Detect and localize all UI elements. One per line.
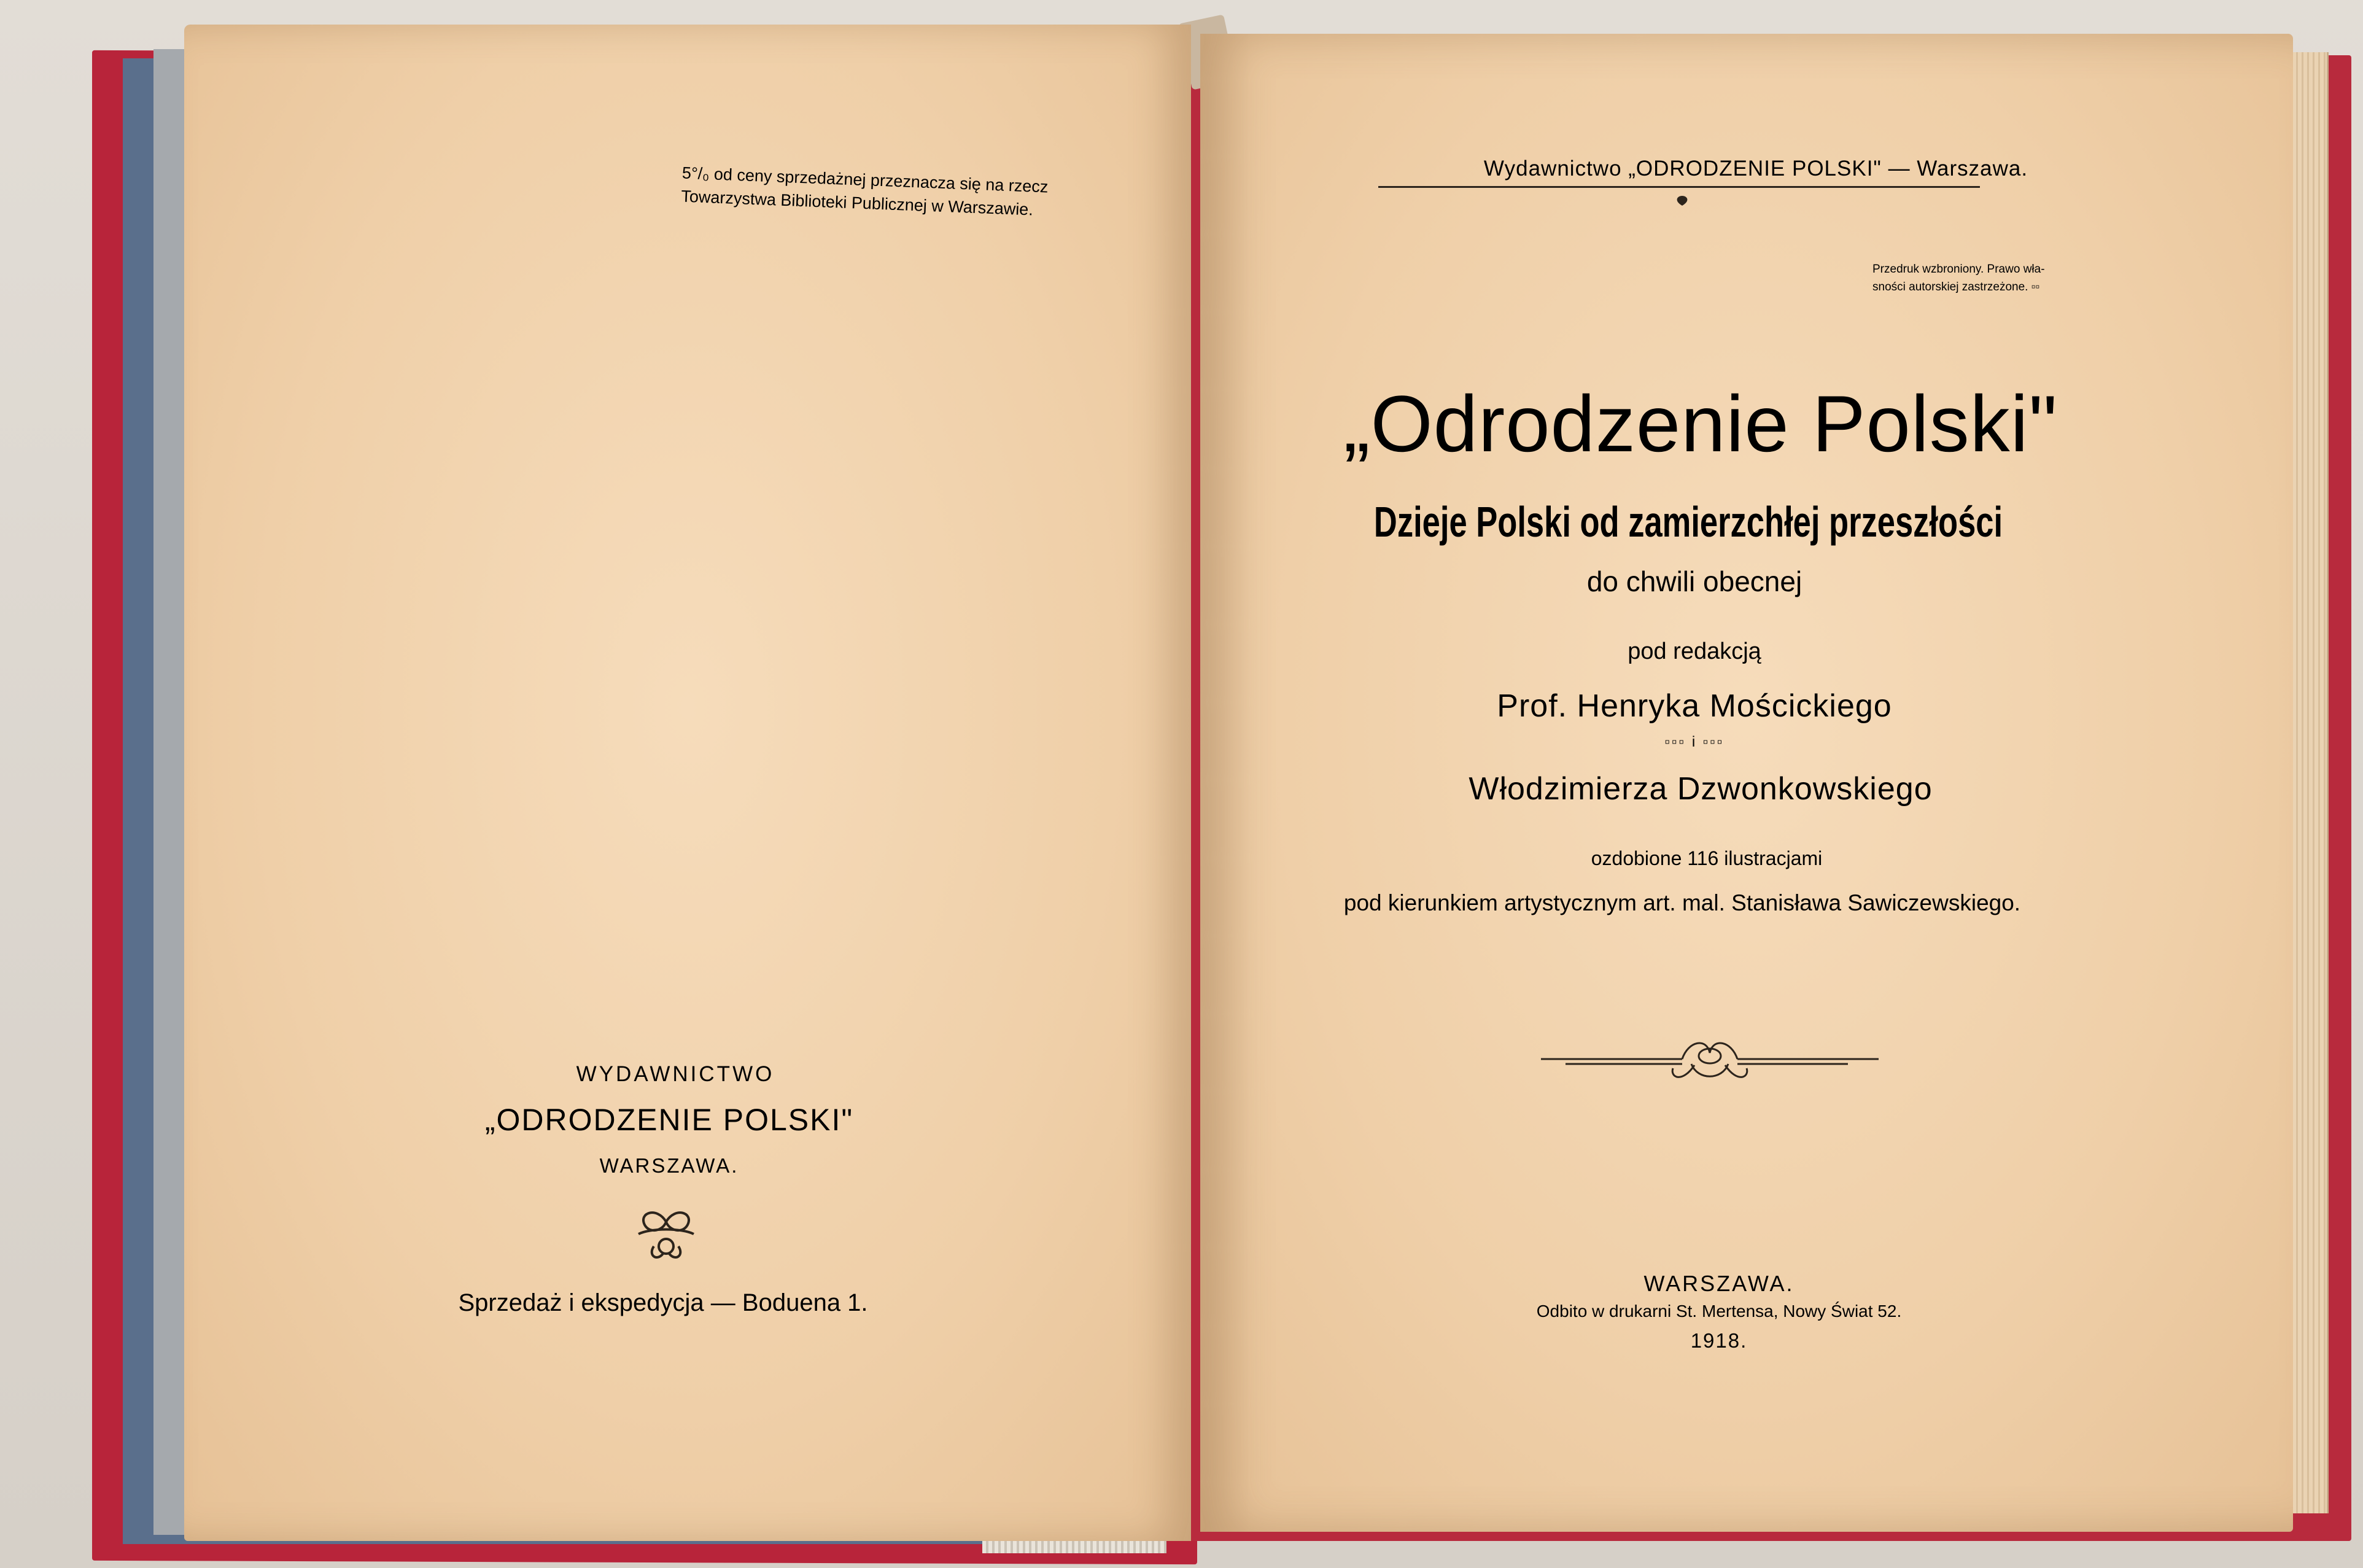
header-rule	[1378, 186, 1980, 188]
book-subtitle-continued: do chwili obecnej	[1586, 565, 1802, 597]
editor-conjunction: ▫▫▫ i ▫▫▫	[1664, 734, 1725, 750]
reserved-line-1: Przedruk wzbroniony. Prawo wła-	[1872, 263, 2045, 276]
art-direction-note: pod kierunkiem artystycznym art. mal. Stanisława Sawiczewskiego.	[1343, 890, 2021, 915]
note-line-1: 5°/₀ od ceny sprzedażnej przeznacza się na rzecz	[681, 163, 1049, 196]
edited-by-label: pod redakcją	[1628, 638, 1761, 664]
note-line-2: Towarzystwa Biblioteki Publicznej w Warszawie.	[680, 187, 1034, 219]
publisher-city: WARSZAWA.	[599, 1154, 739, 1177]
imprint-city: WARSZAWA.	[1643, 1271, 1795, 1296]
publisher-header: Wydawnictwo „ODRODZENIE POLSKI" — Warszawa.	[1483, 157, 2028, 180]
book-title: „Odrodzenie Polski"	[1343, 379, 2058, 468]
small-leaf-ornament-icon	[1671, 195, 1693, 208]
copyright-notice	[1872, 261, 2045, 296]
publisher-name: „ODRODZENIE POLSKI"	[484, 1103, 854, 1137]
editor-1: Prof. Henryka Mościckiego	[1497, 688, 1892, 724]
printer-line: Odbito w drukarni St. Mertensa, Nowy Świat 52.	[1536, 1302, 1902, 1321]
illustrations-note: ozdobione 116 ilustracjami	[1591, 847, 1823, 869]
imprint-year: 1918.	[1690, 1329, 1748, 1352]
publisher-label: WYDAWNICTWO	[576, 1062, 775, 1086]
sales-info: Sprzedaż i ekspedycja — Boduena 1.	[458, 1289, 868, 1316]
editor-2: Włodzimierza Dzwonkowskiego	[1469, 771, 1933, 807]
decorative-divider-icon	[1541, 1034, 1879, 1090]
flower-ornament-icon	[626, 1203, 706, 1265]
reserved-line-2: sności autorskiej zastrzeżone. ▫▫	[1872, 280, 2040, 293]
book-subtitle: Dzieje Polski od zamierzchłej przeszłości	[1373, 498, 2003, 546]
